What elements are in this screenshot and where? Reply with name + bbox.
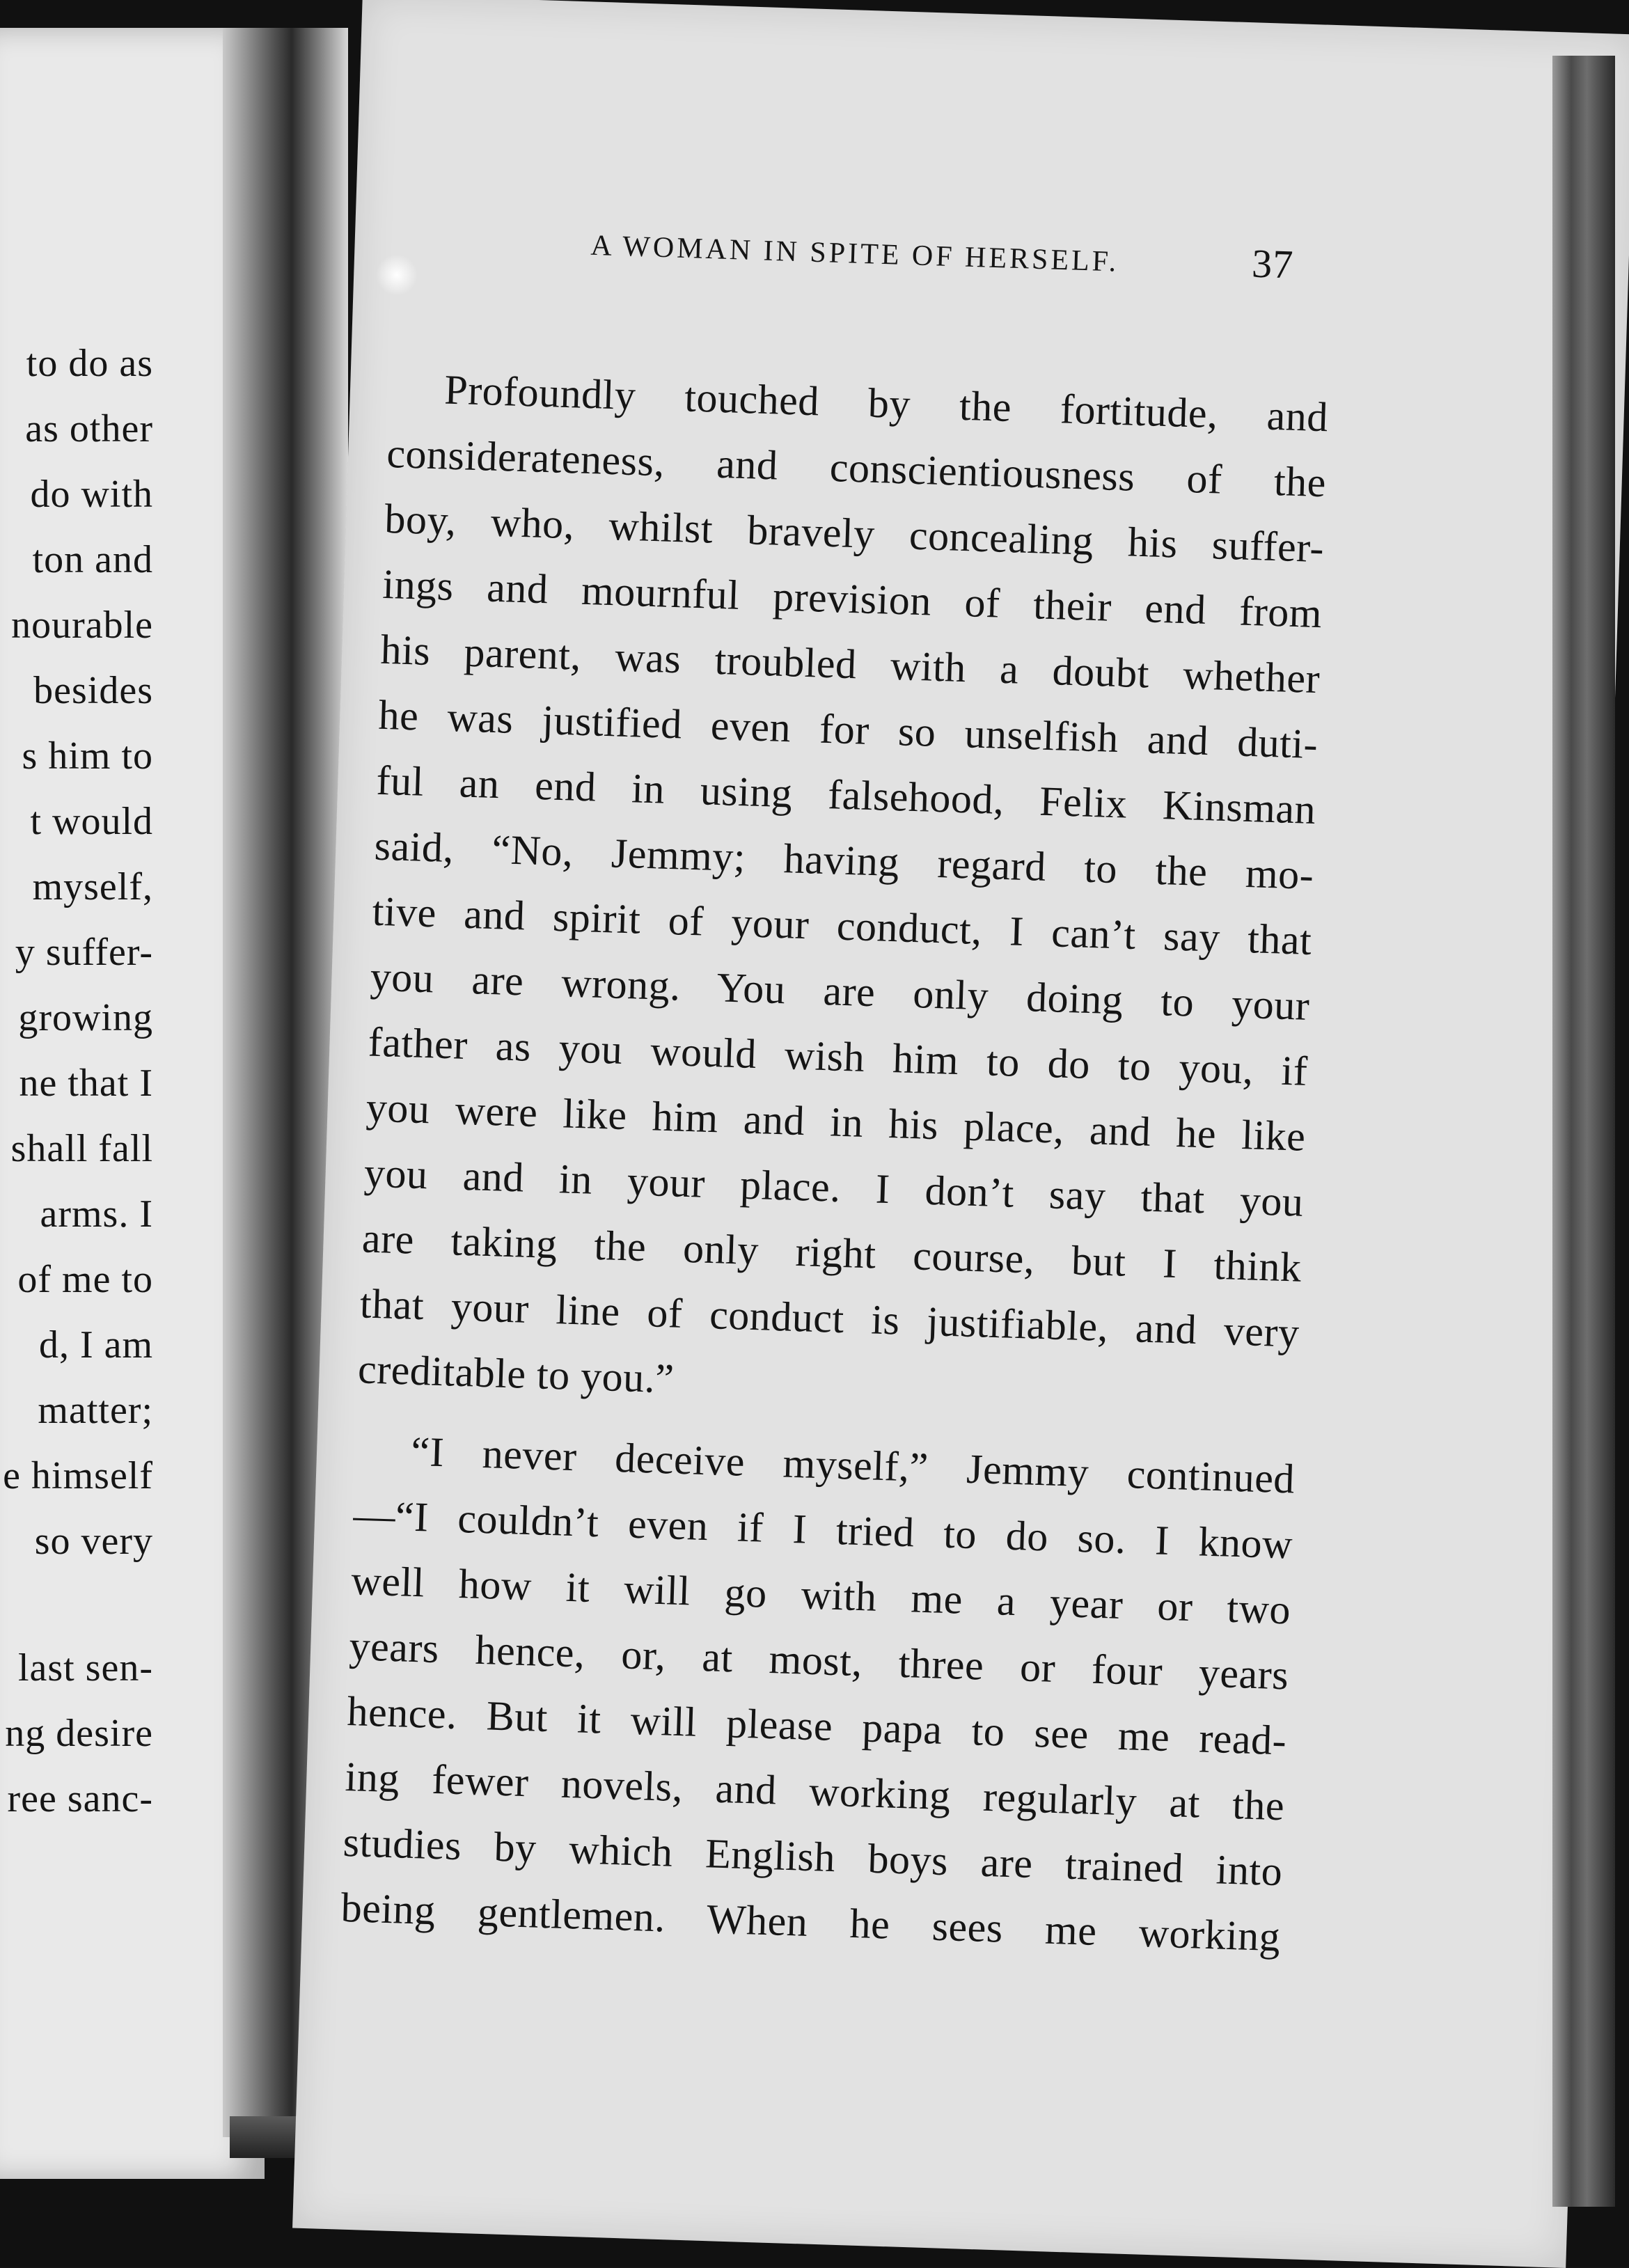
text-line: “I never deceive myself,” Jemmy continued xyxy=(410,1428,1296,1502)
left-page-line: ree sanc- xyxy=(7,1777,153,1820)
text-line: well how it will go with me a year or two xyxy=(350,1557,1292,1633)
page-edge xyxy=(1552,56,1615,2207)
left-page-line: myself, xyxy=(32,865,153,908)
left-page-line: matter; xyxy=(38,1389,153,1432)
body-text xyxy=(340,355,1329,1969)
left-page-line: ne that I xyxy=(19,1062,153,1105)
left-page-line: nourable xyxy=(11,604,153,647)
text-line: years hence, or, at most, three or four years xyxy=(348,1623,1290,1699)
text-line: you and in your place. I don’t say that you xyxy=(363,1149,1305,1225)
text-line: boy, who, whilst bravely concealing his suffer- xyxy=(384,495,1325,572)
left-page-line: s him to xyxy=(22,734,153,778)
text-line: you were like him and in his place, and he like xyxy=(365,1084,1307,1160)
text-line: studies by which English boys are trained into xyxy=(342,1818,1284,1895)
left-page-line: do with xyxy=(30,473,153,516)
text-line: you are wrong. You are only doing to your xyxy=(369,953,1311,1029)
page-number: 37 xyxy=(1251,240,1295,288)
left-page-line: d, I am xyxy=(38,1323,153,1367)
left-page-line: ton and xyxy=(32,538,153,581)
text-line: said, “No, Jemmy; having regard to the mo- xyxy=(373,822,1315,899)
left-page-text xyxy=(0,331,153,1832)
text-line: ings and mournful prevision of their end from xyxy=(381,560,1323,637)
left-page-line: of me to xyxy=(17,1258,153,1301)
left-page-line: to do as xyxy=(26,342,153,385)
left-page-line: arms. I xyxy=(40,1192,153,1236)
text-line: —“I couldn’t even if I tried to do so. I know xyxy=(352,1492,1294,1568)
text-line: being gentlemen. When he sees me working xyxy=(340,1884,1282,1960)
left-page-line: so very xyxy=(34,1520,153,1563)
text-line: father as you would wish him to do to you, if xyxy=(367,1018,1309,1094)
text-line: he was justified even for so unselfish and duti- xyxy=(377,691,1319,768)
left-page-line: shall fall xyxy=(10,1127,153,1170)
text-line: ful an end in using falsehood, Felix Kinsman xyxy=(375,757,1317,833)
text-line: his parent, was troubled with a doubt whether xyxy=(379,626,1321,702)
paper-speck xyxy=(376,254,418,296)
text-line: considerateness, and conscientiousness of the xyxy=(386,430,1327,506)
left-page-line: as other xyxy=(25,407,153,450)
text-line: that your line of conduct is justifiable, and very xyxy=(359,1280,1300,1356)
left-page-line: e himself xyxy=(3,1454,153,1497)
text-line: tive and spirit of your conduct, I can’t say that xyxy=(371,888,1313,963)
text-line: ing fewer novels, and working regularly at the xyxy=(344,1754,1286,1829)
text-line: are taking the only right course, but I think xyxy=(361,1215,1303,1291)
left-page-line: t would xyxy=(30,800,153,843)
left-page-line: besides xyxy=(33,669,153,712)
text-line: hence. But it will please papa to see me read- xyxy=(346,1688,1288,1764)
text-line: Profoundly touched by the fortitude, and xyxy=(443,366,1329,441)
text-line: creditable to you.” xyxy=(357,1346,675,1402)
left-page-line: growing xyxy=(18,996,153,1039)
left-page-line: last sen- xyxy=(17,1646,153,1690)
running-head: A WOMAN IN SPITE OF HERSELF. xyxy=(590,229,1119,278)
left-page-line: y suffer- xyxy=(15,931,153,974)
left-page-line: ng desire xyxy=(5,1712,153,1755)
